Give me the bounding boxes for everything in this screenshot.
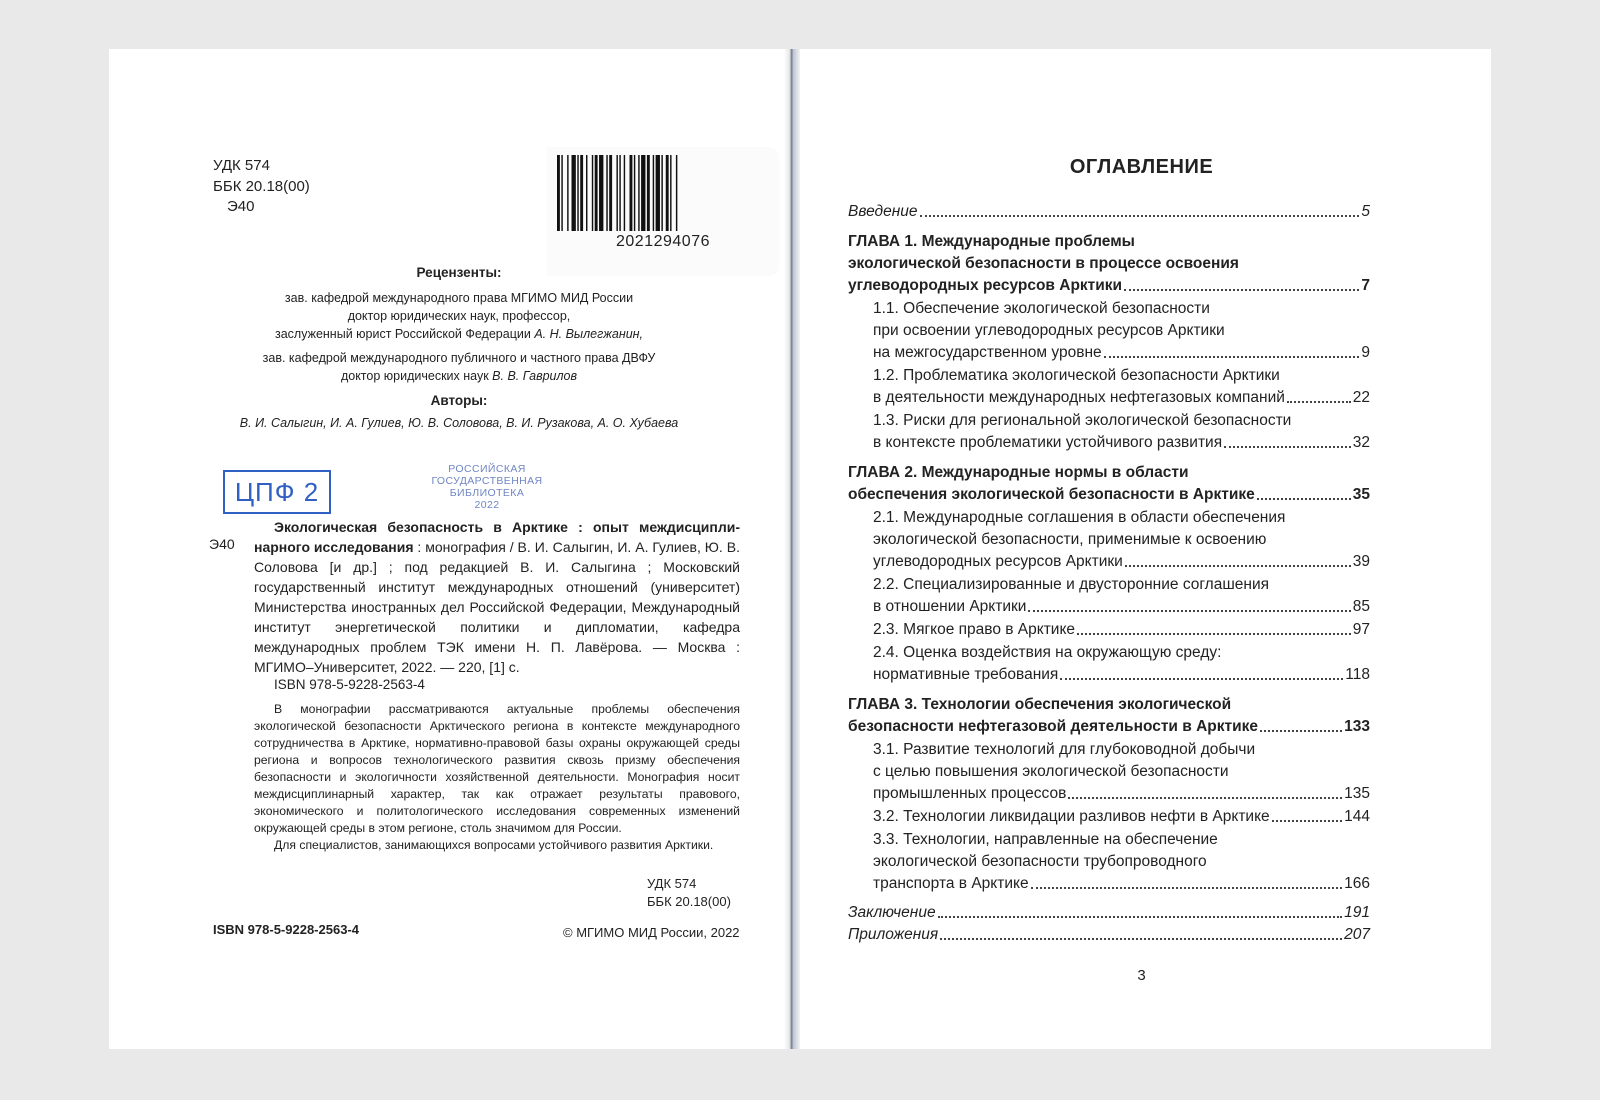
toc-leader-dots (1224, 446, 1351, 448)
toc-entry (848, 365, 1370, 409)
toc-entry-row (848, 201, 1370, 223)
toc-leader-dots (1060, 678, 1343, 680)
toc-entry-line: с целью повышения экологической безопасности (873, 763, 1229, 780)
toc-entry-title: углеводородных ресурсов Арктики (873, 553, 1123, 570)
toc-entry-line: ГЛАВА 1. Международные проблемы (848, 233, 1135, 250)
stamp-cpf: ЦПФ 2 (223, 470, 331, 514)
toc-leader-dots (1272, 820, 1342, 822)
toc-entry-title: нормативные требования (873, 666, 1059, 683)
toc-entry-title: транспорта в Арктике (873, 875, 1029, 892)
toc-page-number: 97 (1352, 621, 1370, 638)
toc-entry-line: экологической безопасности трубопроводного (873, 853, 1207, 870)
book-title: Экологическая безопасность в Арктике : опыт междисципли-нарного исследования (254, 519, 740, 555)
toc-leader-dots (1068, 797, 1342, 799)
toc-entry-line: 3.1. Развитие технологий для глубоководной добычи (873, 741, 1256, 758)
udk-code: УДК 574 (213, 157, 270, 174)
toc-leader-dots (1124, 289, 1359, 291)
toc-entry-title: в деятельности международных нефтегазовых компаний (873, 389, 1285, 406)
toc-entry (848, 231, 1370, 297)
toc-entry-title: на межгосударственном уровне (873, 344, 1102, 361)
toc-entry-line: 2.2. Специализированные и двусторонние соглашения (873, 576, 1270, 593)
toc-page-number: 118 (1345, 666, 1370, 683)
toc-leader-dots (920, 215, 1360, 217)
toc-page-number: 9 (1361, 344, 1370, 361)
toc-entry-title: промышленных процессов (873, 785, 1067, 802)
reviewers-title: Рецензенты: (416, 265, 502, 280)
toc-entry-title: Приложения (848, 926, 939, 943)
toc-entry (848, 462, 1370, 506)
reviewer2-line1: зав. кафедрой международного публичного и частного права ДВФУ (262, 351, 656, 365)
toc-entry-title: Введение (848, 203, 918, 220)
toc-page-number: 7 (1361, 277, 1370, 294)
toc-entry (848, 694, 1370, 738)
reviewer2-line2: доктор юридических наук В. В. Гаврилов (340, 369, 578, 383)
toc-entry-row (848, 924, 1370, 946)
toc-entry-title: в контексте проблематики устойчивого развития (873, 434, 1223, 451)
bbk-code: ББК 20.18(00) (213, 177, 310, 195)
toc-entry-title: безопасности нефтегазовой деятельности в Арктике (848, 718, 1259, 735)
reviewers-block (229, 289, 689, 385)
toc-entry (848, 201, 1370, 223)
toc-entry-line: 1.3. Риски для региональной экологической безопасности (873, 412, 1292, 429)
toc-page-number: 133 (1344, 718, 1370, 735)
toc-entry (848, 619, 1370, 641)
author-mark: Э40 (227, 198, 255, 215)
toc-entry-line: 3.3. Технологии, направленные на обеспечение (873, 831, 1218, 848)
toc-leader-dots (1260, 730, 1342, 732)
toc-page-number: 32 (1352, 434, 1370, 451)
catalog-author-mark: Э40 (209, 536, 235, 552)
toc-entry-line: ГЛАВА 3. Технологии обеспечения экологической (848, 696, 1232, 713)
toc-page-number: 207 (1344, 926, 1370, 943)
toc-page-number: 22 (1352, 389, 1370, 406)
toc-page-number: 144 (1344, 808, 1370, 825)
reviewer1-line3: заслуженный юрист Российской Федерации А. Н. Вылегжанин, (274, 327, 644, 341)
toc-leader-dots (1104, 356, 1360, 358)
toc-entry-line: экологической безопасности в процессе освоения (848, 255, 1239, 272)
toc-entry (848, 924, 1370, 946)
toc-entry-title: в отношении Арктики (873, 598, 1027, 615)
reviewer1-line2: доктор юридических наук, профессор, (347, 309, 571, 323)
library-stamp: РОССИЙСКАЯ ГОСУДАРСТВЕННАЯ БИБЛИОТЕКА 2022 (431, 463, 543, 511)
toc-title: ОГЛАВЛЕНИЕ (1069, 156, 1214, 178)
toc-leader-dots (1028, 610, 1350, 612)
toc-entry (848, 806, 1370, 828)
toc-page-number: 85 (1352, 598, 1370, 615)
toc-entry-row (873, 387, 1370, 409)
left-page (109, 49, 792, 1049)
annotation-paragraph: В монографии рассматриваются актуальные проблемы обеспечения экологической безопасности Арктического региона в контексте международного сотрудничества в Арктике, нормативно-правовой базы охраны окружающей среды региона и вопросов технологического развития сквозь призму обеспечения безопасности и экологичности хозяйственной деятельности. Монография носит междисциплинарный характер, так как отражает результаты правового, экономического и политологического исследования современных изменений окружающей среды в этом регионе, столь значимом для России. (254, 702, 740, 835)
toc-leader-dots (940, 938, 1342, 940)
toc-page-number: 135 (1344, 785, 1370, 802)
toc-page-number: 166 (1344, 875, 1370, 892)
toc-entry-row (873, 551, 1370, 573)
right-page (792, 49, 1491, 1049)
toc-entry (848, 298, 1370, 364)
annotation (254, 701, 740, 854)
annotation-audience: Для специалистов, занимающихся вопросами устойчивого развития Арктики. (274, 838, 714, 852)
page-number: 3 (1137, 967, 1146, 984)
toc-entry (848, 902, 1370, 924)
toc-entry-title: 2.3. Мягкое право в Арктике (873, 621, 1076, 638)
toc-entry-row (848, 275, 1370, 297)
toc-leader-dots (1287, 401, 1351, 403)
toc-leader-dots (1257, 498, 1351, 500)
copyright: © МГИМО МИД России, 2022 (563, 925, 740, 940)
authors-list: В. И. Салыгин, И. А. Гулиев, Ю. В. Соловова, В. И. Рузакова, А. О. Хубаева (239, 416, 679, 430)
catalog-codes (213, 156, 310, 218)
toc-entry-row (873, 806, 1370, 828)
toc-page-number: 35 (1352, 486, 1370, 503)
toc-entry (848, 574, 1370, 618)
codes-bottom: УДК 574 ББК 20.18(00) (647, 876, 731, 909)
isbn-line: ISBN 978-5-9228-2563-4 (274, 677, 425, 692)
toc-leader-dots (938, 916, 1343, 918)
toc-entry-line: экологической безопасности, применимые к освоению (873, 531, 1267, 548)
toc-entry-row (873, 432, 1370, 454)
toc-page-number: 191 (1344, 904, 1370, 921)
toc-entry-title: 3.2. Технологии ликвидации разливов нефти в Арктике (873, 808, 1270, 825)
reviewer2-name: В. В. Гаврилов (492, 369, 578, 383)
toc-leader-dots (1077, 633, 1351, 635)
toc-entry (848, 829, 1370, 895)
toc-entry-row (848, 484, 1370, 506)
toc-entry-row (848, 902, 1370, 924)
toc-entry-title: обеспечения экологической безопасности в Арктике (848, 486, 1255, 503)
toc-entry-row (873, 596, 1370, 618)
toc-entry-line: 1.1. Обеспечение экологической безопасности (873, 300, 1210, 317)
barcode-icon (557, 155, 767, 231)
toc-entry-line: 2.1. Международные соглашения в области обеспечения (873, 509, 1286, 526)
bibliographic-description (254, 517, 740, 677)
bib-details: : монография / В. И. Салыгин, И. А. Гулиев, Ю. В. Соловова [и др.] ; под редакцией В. И. Салыгина ; Московский государственный институт международных отношений (университет) Министерства иностранных дел Российской Федерации, Международный институт энергетической политики и дипломатии, кафедра международных проблем ТЭК имени Н. П. Лавёрова. — Москва : МГИМО–Университет, 2022. — 220, [1] с. (254, 539, 740, 675)
toc-entry-title: Заключение (848, 904, 936, 921)
toc-entry-line: 1.2. Проблематика экологической безопасности Арктики (873, 367, 1280, 384)
toc-entry-row (873, 664, 1370, 686)
toc-leader-dots (1125, 565, 1351, 567)
toc-entry (848, 642, 1370, 686)
toc-entry-line: ГЛАВА 2. Международные нормы в области (848, 464, 1189, 481)
toc-leader-dots (1031, 887, 1343, 889)
toc-entry-row (848, 716, 1370, 738)
reviewer1-name: А. Н. Вылегжанин, (534, 327, 644, 341)
book-spine (784, 49, 800, 1049)
toc-entry (848, 507, 1370, 573)
toc-entry (848, 739, 1370, 805)
toc-page-number: 5 (1361, 203, 1370, 220)
barcode-number: 2021294076 (616, 233, 710, 250)
toc-entry-row (873, 619, 1370, 641)
toc-entry-row (873, 342, 1370, 364)
toc-entry-line: при освоении углеводородных ресурсов Арктики (873, 322, 1225, 339)
table-of-contents (848, 201, 1370, 946)
barcode-sticker (547, 147, 779, 276)
isbn-bottom: ISBN 978-5-9228-2563-4 (213, 922, 359, 937)
toc-entry-row (873, 783, 1370, 805)
reviewer1-line1: зав. кафедрой международного права МГИМО МИД России (284, 291, 634, 305)
toc-entry (848, 410, 1370, 454)
toc-entry-row (873, 873, 1370, 895)
toc-page-number: 39 (1352, 553, 1370, 570)
authors-title: Авторы: (430, 393, 488, 408)
toc-entry-line: 2.4. Оценка воздействия на окружающую среду: (873, 644, 1222, 661)
toc-entry-title: углеводородных ресурсов Арктики (848, 277, 1123, 294)
